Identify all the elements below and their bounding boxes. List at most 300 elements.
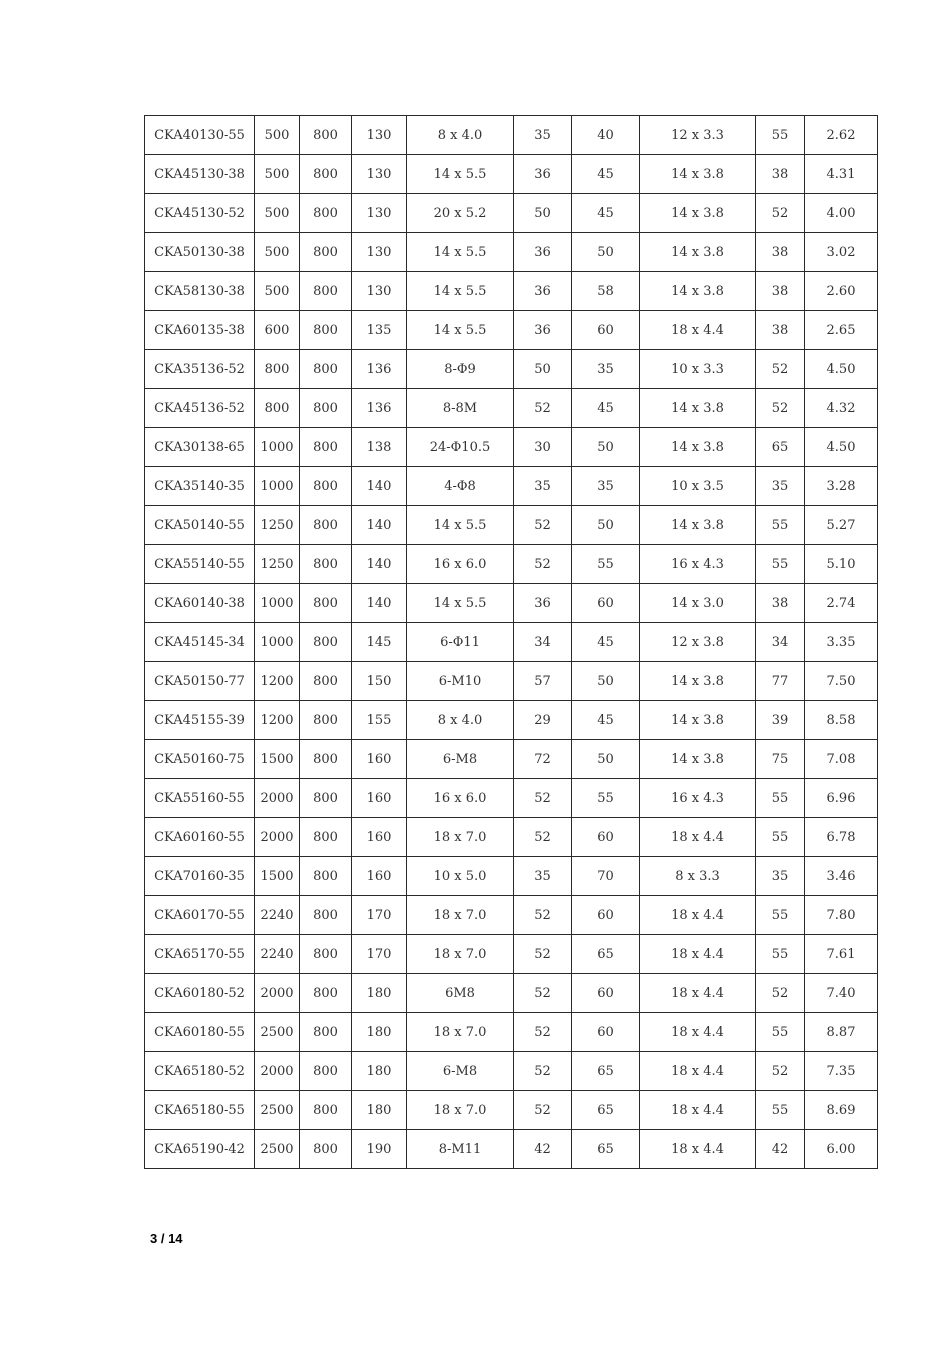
table-cell-col-8: 10 x 3.5 — [640, 467, 756, 506]
page-number: 3 / 14 — [150, 1231, 183, 1246]
table-cell-col-9: 55 — [756, 779, 805, 818]
table-cell-col-4: 140 — [352, 584, 407, 623]
table-cell-col-10: 3.28 — [805, 467, 878, 506]
table-cell-col-5: 6-M8 — [407, 740, 514, 779]
table-cell-col-6: 35 — [514, 116, 572, 155]
table-cell-col-10: 7.80 — [805, 896, 878, 935]
table-cell-col-4: 180 — [352, 1013, 407, 1052]
table-cell-col-4: 140 — [352, 467, 407, 506]
table-cell-col-10: 4.50 — [805, 350, 878, 389]
table-cell-col-2: 500 — [255, 233, 300, 272]
table-cell-col-5: 24-Φ10.5 — [407, 428, 514, 467]
table-cell-col-10: 7.08 — [805, 740, 878, 779]
table-row — [145, 467, 878, 506]
table-cell-col-4: 190 — [352, 1130, 407, 1169]
table-row — [145, 974, 878, 1013]
table-cell-col-2: 2240 — [255, 896, 300, 935]
table-cell-col-7: 60 — [572, 311, 640, 350]
table-cell-col-8: 14 x 3.8 — [640, 428, 756, 467]
table-cell-col-8: 18 x 4.4 — [640, 1091, 756, 1130]
table-cell-col-6: 42 — [514, 1130, 572, 1169]
table-cell-col-4: 130 — [352, 194, 407, 233]
table-cell-col-2: 800 — [255, 389, 300, 428]
table-cell-col-8: 14 x 3.8 — [640, 272, 756, 311]
table-cell-col-9: 42 — [756, 1130, 805, 1169]
table-cell-col-10: 3.46 — [805, 857, 878, 896]
table-cell-col-2: 500 — [255, 272, 300, 311]
table-cell-col-3: 800 — [300, 857, 352, 896]
table-cell-col-5: 6-M10 — [407, 662, 514, 701]
table-cell-col-10: 5.10 — [805, 545, 878, 584]
table-cell-col-5: 8-M11 — [407, 1130, 514, 1169]
table-row — [145, 857, 878, 896]
table-cell-col-7: 45 — [572, 701, 640, 740]
table-cell-col-9: 77 — [756, 662, 805, 701]
table-cell-col-6: 36 — [514, 155, 572, 194]
table-cell-col-8: 14 x 3.8 — [640, 701, 756, 740]
table-cell-col-7: 60 — [572, 818, 640, 857]
table-cell-col-10: 8.58 — [805, 701, 878, 740]
table-row — [145, 779, 878, 818]
table-cell-col-2: 1200 — [255, 662, 300, 701]
table-cell-col-4: 170 — [352, 896, 407, 935]
table-row — [145, 1091, 878, 1130]
table-cell-model: CKA55160-55 — [145, 779, 255, 818]
table-cell-col-9: 55 — [756, 116, 805, 155]
table-cell-col-9: 55 — [756, 896, 805, 935]
table-cell-col-8: 14 x 3.8 — [640, 740, 756, 779]
table-cell-col-9: 52 — [756, 389, 805, 428]
table-cell-col-10: 7.35 — [805, 1052, 878, 1091]
table-cell-col-6: 36 — [514, 272, 572, 311]
table-cell-col-10: 7.50 — [805, 662, 878, 701]
table-row — [145, 233, 878, 272]
table-row — [145, 311, 878, 350]
table-cell-col-3: 800 — [300, 311, 352, 350]
table-cell-col-8: 12 x 3.3 — [640, 116, 756, 155]
table-cell-col-9: 34 — [756, 623, 805, 662]
table-cell-col-2: 2000 — [255, 818, 300, 857]
table-cell-col-10: 4.50 — [805, 428, 878, 467]
table-row — [145, 389, 878, 428]
table-cell-col-9: 52 — [756, 974, 805, 1013]
table-cell-col-4: 180 — [352, 974, 407, 1013]
table-cell-col-3: 800 — [300, 194, 352, 233]
table-cell-col-9: 75 — [756, 740, 805, 779]
table-cell-col-6: 52 — [514, 935, 572, 974]
table-cell-col-3: 800 — [300, 1013, 352, 1052]
table-cell-col-6: 52 — [514, 1052, 572, 1091]
table-cell-col-6: 52 — [514, 389, 572, 428]
table-cell-col-10: 8.87 — [805, 1013, 878, 1052]
table-cell-col-6: 52 — [514, 896, 572, 935]
table-cell-col-5: 10 x 5.0 — [407, 857, 514, 896]
table-cell-col-9: 55 — [756, 545, 805, 584]
table-cell-model: CKA45136-52 — [145, 389, 255, 428]
table-row — [145, 1052, 878, 1091]
table-body — [145, 116, 878, 1169]
table-cell-model: CKA65190-42 — [145, 1130, 255, 1169]
table-cell-col-3: 800 — [300, 116, 352, 155]
table-cell-col-5: 18 x 7.0 — [407, 1091, 514, 1130]
table-cell-col-8: 14 x 3.8 — [640, 662, 756, 701]
table-cell-col-2: 2000 — [255, 974, 300, 1013]
table-cell-col-8: 18 x 4.4 — [640, 896, 756, 935]
table-cell-col-2: 1500 — [255, 740, 300, 779]
table-cell-col-9: 55 — [756, 1013, 805, 1052]
table-cell-model: CKA60135-38 — [145, 311, 255, 350]
table-cell-col-5: 18 x 7.0 — [407, 935, 514, 974]
table-cell-col-5: 14 x 5.5 — [407, 311, 514, 350]
table-cell-col-2: 2000 — [255, 1052, 300, 1091]
table-cell-model: CKA60160-55 — [145, 818, 255, 857]
table-cell-col-7: 65 — [572, 1052, 640, 1091]
table-cell-col-7: 45 — [572, 389, 640, 428]
table-cell-col-7: 60 — [572, 1013, 640, 1052]
table-cell-col-4: 130 — [352, 272, 407, 311]
table-cell-col-4: 138 — [352, 428, 407, 467]
table-row — [145, 155, 878, 194]
table-cell-col-6: 29 — [514, 701, 572, 740]
table-cell-col-4: 155 — [352, 701, 407, 740]
table-row — [145, 1013, 878, 1052]
table-cell-col-8: 12 x 3.8 — [640, 623, 756, 662]
table-cell-col-4: 136 — [352, 350, 407, 389]
table-cell-col-7: 50 — [572, 233, 640, 272]
table-cell-col-3: 800 — [300, 1091, 352, 1130]
table-cell-col-5: 8 x 4.0 — [407, 116, 514, 155]
table-cell-col-9: 38 — [756, 233, 805, 272]
table-cell-col-2: 1250 — [255, 506, 300, 545]
table-cell-model: CKA60140-38 — [145, 584, 255, 623]
table-cell-col-4: 160 — [352, 740, 407, 779]
table-cell-model: CKA30138-65 — [145, 428, 255, 467]
table-cell-col-4: 160 — [352, 857, 407, 896]
table-cell-col-7: 45 — [572, 155, 640, 194]
table-cell-col-7: 50 — [572, 506, 640, 545]
table-cell-col-2: 2500 — [255, 1091, 300, 1130]
table-cell-col-6: 52 — [514, 506, 572, 545]
table-cell-col-4: 145 — [352, 623, 407, 662]
table-cell-col-7: 60 — [572, 974, 640, 1013]
table-cell-col-3: 800 — [300, 155, 352, 194]
table-cell-col-4: 150 — [352, 662, 407, 701]
table-row — [145, 935, 878, 974]
table-cell-col-5: 6M8 — [407, 974, 514, 1013]
table-cell-col-6: 36 — [514, 584, 572, 623]
table-cell-col-10: 8.69 — [805, 1091, 878, 1130]
table-cell-col-6: 50 — [514, 350, 572, 389]
table-cell-col-6: 30 — [514, 428, 572, 467]
table-cell-col-2: 2000 — [255, 779, 300, 818]
table-cell-col-7: 35 — [572, 350, 640, 389]
table-cell-col-3: 800 — [300, 467, 352, 506]
table-cell-model: CKA50130-38 — [145, 233, 255, 272]
table-cell-col-4: 135 — [352, 311, 407, 350]
table-cell-col-2: 500 — [255, 194, 300, 233]
table-cell-col-2: 1250 — [255, 545, 300, 584]
table-cell-col-7: 55 — [572, 779, 640, 818]
table-cell-col-4: 130 — [352, 155, 407, 194]
table-cell-col-8: 18 x 4.4 — [640, 311, 756, 350]
table-cell-col-2: 1200 — [255, 701, 300, 740]
table-row — [145, 350, 878, 389]
table-cell-col-6: 36 — [514, 311, 572, 350]
table-cell-col-2: 600 — [255, 311, 300, 350]
table-cell-col-9: 55 — [756, 506, 805, 545]
table-cell-model: CKA50160-75 — [145, 740, 255, 779]
table-cell-col-3: 800 — [300, 389, 352, 428]
table-cell-col-7: 40 — [572, 116, 640, 155]
table-cell-col-9: 39 — [756, 701, 805, 740]
table-cell-col-10: 3.02 — [805, 233, 878, 272]
table-cell-col-8: 16 x 4.3 — [640, 779, 756, 818]
table-cell-col-7: 58 — [572, 272, 640, 311]
table-cell-col-7: 65 — [572, 935, 640, 974]
table-cell-col-3: 800 — [300, 233, 352, 272]
table-cell-col-10: 2.60 — [805, 272, 878, 311]
table-cell-col-3: 800 — [300, 818, 352, 857]
table-row — [145, 194, 878, 233]
table-cell-col-5: 14 x 5.5 — [407, 272, 514, 311]
table-cell-col-5: 14 x 5.5 — [407, 233, 514, 272]
table-cell-model: CKA35140-35 — [145, 467, 255, 506]
table-cell-col-2: 1000 — [255, 428, 300, 467]
table-cell-col-9: 65 — [756, 428, 805, 467]
table-cell-col-9: 38 — [756, 272, 805, 311]
table-cell-model: CKA45145-34 — [145, 623, 255, 662]
table-row — [145, 1130, 878, 1169]
table-cell-model: CKA60180-55 — [145, 1013, 255, 1052]
table-cell-col-6: 72 — [514, 740, 572, 779]
table-cell-col-5: 16 x 6.0 — [407, 545, 514, 584]
table-cell-col-5: 8-8M — [407, 389, 514, 428]
table-row — [145, 662, 878, 701]
table-cell-model: CKA65180-55 — [145, 1091, 255, 1130]
table-cell-col-7: 35 — [572, 467, 640, 506]
table-cell-col-5: 18 x 7.0 — [407, 818, 514, 857]
table-cell-model: CKA50140-55 — [145, 506, 255, 545]
table-cell-col-10: 7.61 — [805, 935, 878, 974]
table-cell-col-5: 20 x 5.2 — [407, 194, 514, 233]
table-cell-col-5: 14 x 5.5 — [407, 584, 514, 623]
table-cell-col-2: 500 — [255, 155, 300, 194]
table-cell-model: CKA65180-52 — [145, 1052, 255, 1091]
table-cell-col-9: 38 — [756, 311, 805, 350]
table-cell-col-7: 55 — [572, 545, 640, 584]
table-cell-col-8: 14 x 3.8 — [640, 233, 756, 272]
table-cell-col-6: 50 — [514, 194, 572, 233]
table-cell-col-3: 800 — [300, 623, 352, 662]
table-cell-col-3: 800 — [300, 662, 352, 701]
table-cell-col-3: 800 — [300, 584, 352, 623]
table-cell-col-8: 18 x 4.4 — [640, 818, 756, 857]
table-cell-col-10: 4.31 — [805, 155, 878, 194]
table-cell-col-8: 18 x 4.4 — [640, 1052, 756, 1091]
table-cell-col-8: 18 x 4.4 — [640, 974, 756, 1013]
table-cell-model: CKA45155-39 — [145, 701, 255, 740]
table-cell-col-2: 2500 — [255, 1013, 300, 1052]
table-cell-model: CKA60180-52 — [145, 974, 255, 1013]
table-cell-col-3: 800 — [300, 779, 352, 818]
table-cell-col-7: 50 — [572, 662, 640, 701]
table-cell-col-10: 6.78 — [805, 818, 878, 857]
table-row — [145, 428, 878, 467]
table-cell-col-4: 160 — [352, 779, 407, 818]
table-cell-col-8: 14 x 3.8 — [640, 389, 756, 428]
table-cell-col-5: 6-Φ11 — [407, 623, 514, 662]
table-cell-model: CKA70160-35 — [145, 857, 255, 896]
table-cell-col-4: 180 — [352, 1052, 407, 1091]
table-row — [145, 740, 878, 779]
table-cell-col-4: 130 — [352, 116, 407, 155]
table-cell-col-6: 52 — [514, 818, 572, 857]
table-cell-col-9: 38 — [756, 155, 805, 194]
table-cell-col-3: 800 — [300, 428, 352, 467]
table-cell-col-10: 3.35 — [805, 623, 878, 662]
table-cell-model: CKA58130-38 — [145, 272, 255, 311]
table-cell-model: CKA35136-52 — [145, 350, 255, 389]
table-cell-col-8: 14 x 3.8 — [640, 194, 756, 233]
table-cell-col-3: 800 — [300, 701, 352, 740]
table-cell-col-3: 800 — [300, 350, 352, 389]
table-cell-col-7: 60 — [572, 896, 640, 935]
table-cell-col-9: 52 — [756, 194, 805, 233]
table-cell-col-8: 14 x 3.8 — [640, 506, 756, 545]
table-row — [145, 623, 878, 662]
table-cell-col-4: 140 — [352, 545, 407, 584]
table-cell-col-2: 2500 — [255, 1130, 300, 1169]
table-cell-col-9: 55 — [756, 935, 805, 974]
table-cell-col-5: 18 x 7.0 — [407, 896, 514, 935]
table-cell-col-3: 800 — [300, 545, 352, 584]
table-cell-col-3: 800 — [300, 740, 352, 779]
table-cell-model: CKA40130-55 — [145, 116, 255, 155]
table-row — [145, 272, 878, 311]
table-row — [145, 545, 878, 584]
table-row — [145, 116, 878, 155]
table-cell-col-8: 14 x 3.8 — [640, 155, 756, 194]
table-cell-col-6: 52 — [514, 1091, 572, 1130]
table-cell-model: CKA60170-55 — [145, 896, 255, 935]
table-cell-col-5: 16 x 6.0 — [407, 779, 514, 818]
table-cell-col-2: 2240 — [255, 935, 300, 974]
table-cell-col-5: 18 x 7.0 — [407, 1013, 514, 1052]
table-cell-col-10: 6.00 — [805, 1130, 878, 1169]
table-cell-col-2: 1000 — [255, 623, 300, 662]
table-cell-col-10: 4.00 — [805, 194, 878, 233]
table-cell-col-3: 800 — [300, 935, 352, 974]
table-cell-col-4: 136 — [352, 389, 407, 428]
table-cell-col-7: 45 — [572, 623, 640, 662]
table-cell-col-2: 1000 — [255, 584, 300, 623]
table-row — [145, 584, 878, 623]
table-row — [145, 506, 878, 545]
table-cell-col-6: 34 — [514, 623, 572, 662]
table-cell-col-7: 45 — [572, 194, 640, 233]
table-cell-col-5: 6-M8 — [407, 1052, 514, 1091]
table-cell-col-7: 50 — [572, 740, 640, 779]
table-cell-col-4: 170 — [352, 935, 407, 974]
table-cell-col-6: 52 — [514, 545, 572, 584]
table-cell-col-8: 18 x 4.4 — [640, 935, 756, 974]
table-cell-col-2: 1000 — [255, 467, 300, 506]
table-cell-col-9: 52 — [756, 1052, 805, 1091]
table-cell-col-9: 35 — [756, 857, 805, 896]
table-row — [145, 701, 878, 740]
table-cell-col-8: 14 x 3.0 — [640, 584, 756, 623]
table-cell-col-9: 55 — [756, 818, 805, 857]
table-cell-col-5: 4-Φ8 — [407, 467, 514, 506]
table-cell-col-2: 500 — [255, 116, 300, 155]
table-cell-col-8: 18 x 4.4 — [640, 1130, 756, 1169]
table-cell-col-2: 800 — [255, 350, 300, 389]
table-cell-col-7: 50 — [572, 428, 640, 467]
table-cell-col-5: 14 x 5.5 — [407, 506, 514, 545]
table-cell-col-6: 52 — [514, 974, 572, 1013]
table-cell-col-4: 130 — [352, 233, 407, 272]
table-cell-col-7: 70 — [572, 857, 640, 896]
table-cell-col-10: 5.27 — [805, 506, 878, 545]
table-cell-col-4: 140 — [352, 506, 407, 545]
table-cell-col-6: 36 — [514, 233, 572, 272]
table-cell-col-8: 8 x 3.3 — [640, 857, 756, 896]
table-cell-col-5: 8-Φ9 — [407, 350, 514, 389]
table-cell-col-7: 65 — [572, 1091, 640, 1130]
table-cell-col-10: 2.65 — [805, 311, 878, 350]
table-cell-col-6: 35 — [514, 467, 572, 506]
table-cell-model: CKA45130-38 — [145, 155, 255, 194]
table-cell-col-4: 180 — [352, 1091, 407, 1130]
table-cell-col-3: 800 — [300, 1052, 352, 1091]
table-cell-col-6: 52 — [514, 779, 572, 818]
table-cell-col-2: 1500 — [255, 857, 300, 896]
table-cell-col-7: 65 — [572, 1130, 640, 1169]
table-cell-model: CKA65170-55 — [145, 935, 255, 974]
table-cell-col-5: 14 x 5.5 — [407, 155, 514, 194]
table-cell-col-10: 2.62 — [805, 116, 878, 155]
table-cell-col-8: 16 x 4.3 — [640, 545, 756, 584]
table-cell-col-3: 800 — [300, 896, 352, 935]
table-row — [145, 896, 878, 935]
table-cell-col-6: 35 — [514, 857, 572, 896]
table-cell-col-3: 800 — [300, 1130, 352, 1169]
table-row — [145, 818, 878, 857]
table-cell-col-10: 7.40 — [805, 974, 878, 1013]
table-cell-model: CKA55140-55 — [145, 545, 255, 584]
table-cell-col-3: 800 — [300, 974, 352, 1013]
table-cell-model: CKA45130-52 — [145, 194, 255, 233]
table-cell-col-3: 800 — [300, 506, 352, 545]
table-cell-col-10: 2.74 — [805, 584, 878, 623]
table-cell-col-7: 60 — [572, 584, 640, 623]
table-cell-col-10: 4.32 — [805, 389, 878, 428]
table-cell-col-6: 52 — [514, 1013, 572, 1052]
table-cell-col-9: 52 — [756, 350, 805, 389]
table-cell-col-10: 6.96 — [805, 779, 878, 818]
table-cell-col-9: 38 — [756, 584, 805, 623]
specification-table — [144, 115, 878, 1169]
table-cell-col-4: 160 — [352, 818, 407, 857]
table-cell-col-3: 800 — [300, 272, 352, 311]
table-cell-col-9: 55 — [756, 1091, 805, 1130]
table-cell-col-5: 8 x 4.0 — [407, 701, 514, 740]
table-cell-model: CKA50150-77 — [145, 662, 255, 701]
table-cell-col-9: 35 — [756, 467, 805, 506]
table-cell-col-8: 18 x 4.4 — [640, 1013, 756, 1052]
table-cell-col-6: 57 — [514, 662, 572, 701]
table-cell-col-8: 10 x 3.3 — [640, 350, 756, 389]
